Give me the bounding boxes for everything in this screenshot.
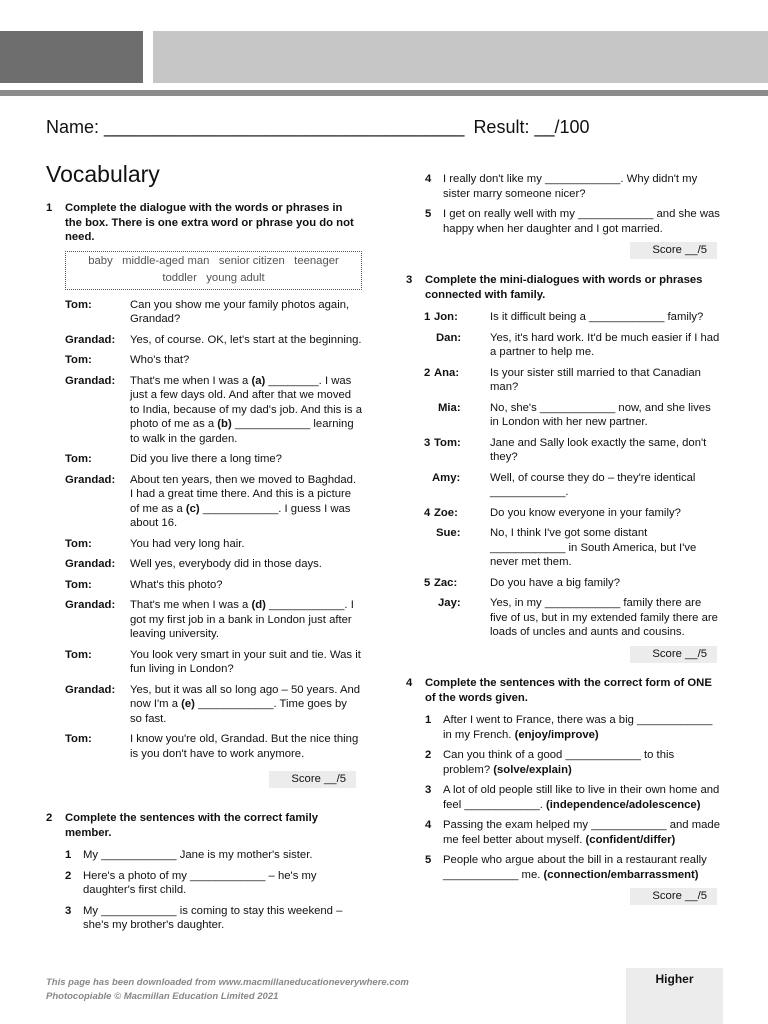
dialogue-line (46, 578, 362, 593)
exercise-4 (406, 676, 720, 905)
line-text: Do you have a big family? (490, 576, 620, 589)
exercise-number: 3 (406, 274, 413, 286)
speaker: Grandad: (65, 683, 116, 696)
speaker: Grandad: (65, 473, 116, 486)
instruction-text: Complete the sentences with the correct form of ONE of the words given. (425, 677, 712, 704)
score-box: Score __/5 (630, 888, 717, 905)
word-choice: (independence/adolescence) (546, 798, 701, 811)
gap-label-e: (e) (181, 698, 195, 710)
speaker: Jay: (438, 597, 461, 609)
item-number: 1 (425, 714, 432, 726)
item-text: Can you think of a good ____________ to this problem? (443, 749, 675, 776)
word-box-line-1: baby middle-aged man senior citizen teenager (88, 254, 339, 267)
header-rule (0, 90, 768, 96)
mini-dialogue-line (406, 526, 720, 570)
item-text: My ____________ Jane is my mother's sister. (83, 849, 313, 861)
score-row (406, 888, 720, 905)
line-text: I know you're old, Grandad. But the nice thing is you don't have to work anymore. (130, 733, 359, 760)
item-text: I get on really well with my ____________ and she was happy when her daughter and I got married. (443, 208, 720, 235)
score-box: Score __/5 (630, 646, 717, 663)
exercise-2-instruction (46, 811, 362, 840)
line-text: Well, of course they do – they're identical ____________. (490, 471, 696, 498)
line-text: You look very smart in your suit and tie. Was it fun living in London? (130, 648, 361, 675)
dialogue-line (46, 473, 362, 531)
list-item (406, 172, 720, 201)
instruction-text: Complete the sentences with the correct family member. (65, 812, 318, 839)
footer-copyright: Photocopiable © Macmillan Education Limited 2021 (46, 991, 279, 1002)
list-item (406, 207, 720, 236)
speaker: Tom: (65, 453, 92, 465)
exercise-1 (46, 201, 362, 788)
word-choice: (solve/explain) (493, 763, 572, 776)
speaker: Grandad: (65, 558, 116, 570)
mini-dialogue-line (406, 401, 720, 430)
speaker: Tom: (65, 648, 92, 661)
level-badge: Higher (626, 968, 723, 1024)
gap-label-c: (c) (185, 502, 200, 515)
instruction-text: Complete the mini-dialogues with words or phrases connected with family. (425, 274, 703, 301)
dialogue-line (46, 648, 362, 677)
mini-dialogue-line (406, 366, 720, 395)
line-text: Is your sister still married to that Canadian man? (490, 366, 701, 393)
item-number: 1 (65, 849, 72, 861)
speaker: Zac: (434, 576, 458, 589)
speaker: Grandad: (65, 599, 116, 611)
header-band-dark (0, 31, 143, 83)
line-text: That's me when I was a (a) ________. I was just a few days old. And after that we moved to India, because of my dad's job. And this is a photo of me as a (b) ____________ learning to walk in the garden. (130, 374, 362, 445)
list-item (406, 783, 720, 812)
footer (46, 976, 409, 1004)
word-choice: (confident/differ) (585, 833, 676, 846)
dialogue-line (46, 683, 362, 727)
instruction-text: Complete the dialogue with the words or phrases in the box. There is one extra word or phrase you do not need. (65, 202, 354, 243)
line-text: No, I think I've got some distant ____________ in South America, but I've never met them. (490, 527, 697, 568)
dialogue-line (46, 732, 362, 761)
item-text: A lot of old people still like to live in their own home and feel ____________. (443, 784, 720, 811)
item-number: 3 (425, 784, 432, 796)
speaker: Ana: (434, 366, 460, 379)
speaker: Tom: (65, 537, 92, 550)
name-line: ____________________________________ (104, 117, 465, 137)
item-number: 5 (424, 576, 431, 589)
exercise-1-instruction (46, 201, 362, 245)
exercise-3-instruction (406, 273, 720, 302)
mini-dialogue-line (406, 576, 720, 591)
dialogue-line (46, 374, 362, 447)
speaker: Mia: (438, 401, 461, 414)
item-text: Here's a photo of my ____________ – he's my daughter's first child. (83, 869, 317, 896)
item-number: 1 (424, 311, 431, 323)
line-text: Yes, in my ____________ family there are five of us, but in my extended family there are loads of uncles and aunts and cousins. (490, 597, 718, 638)
item-number: 4 (425, 173, 432, 185)
line-text: What's this photo? (130, 578, 223, 591)
line-text: Is it difficult being a ____________ family? (490, 311, 704, 323)
dialogue-line (46, 557, 362, 572)
item-text: My ____________ is coming to stay this weekend – she's my brother's daughter. (83, 904, 343, 931)
item-number: 2 (424, 366, 431, 379)
list-item (406, 713, 720, 742)
list-item (46, 904, 362, 933)
section-title: Vocabulary (46, 161, 160, 187)
result-label: Result: (473, 117, 530, 137)
speaker: Jon: (434, 311, 458, 323)
speaker: Tom: (65, 298, 92, 311)
item-text: People who argue about the bill in a restaurant really ____________ me. (443, 854, 707, 881)
line-text: Yes, it's hard work. It'd be much easier if I had a partner to help me. (490, 331, 720, 358)
gap-label-b: (b) (217, 418, 232, 430)
list-item (46, 869, 362, 898)
mini-dialogue-line (406, 310, 720, 325)
line-text: No, she's ____________ now, and she lives in London with her new partner. (490, 401, 711, 428)
mini-dialogue-line (406, 596, 720, 640)
line-text: Do you know everyone in your family? (490, 506, 681, 519)
speaker: Grandad: (65, 374, 116, 387)
word-choice: (connection/embarrassment) (543, 868, 699, 881)
speaker: Tom: (65, 354, 92, 366)
exercise-4-instruction (406, 676, 720, 705)
name-result-row (46, 116, 590, 138)
score-row (406, 242, 720, 259)
line-text: Well yes, everybody did in those days. (130, 558, 322, 570)
word-choice: (enjoy/improve) (514, 728, 599, 741)
footer-download-note: This page has been downloaded from www.macmillaneducationeverywhere.com (46, 977, 409, 988)
score-box: Score __/5 (269, 771, 356, 788)
line-text: You had very long hair. (130, 537, 245, 550)
line-text: About ten years, then we moved to Baghdad. I had a great time there. And this is a picture of me as a (c) ____________. I guess I was about 16. (130, 473, 357, 529)
item-number: 2 (425, 749, 432, 761)
dialogue-line (46, 452, 362, 467)
mini-dialogue-line (406, 471, 720, 500)
item-number: 4 (425, 819, 432, 831)
word-box-line-2: toddler young adult (162, 271, 265, 284)
speaker: Amy: (432, 471, 461, 484)
exercise-3 (406, 273, 720, 663)
gap-label-a: (a) (251, 374, 266, 387)
speaker: Grandad: (65, 333, 116, 346)
word-box (65, 251, 362, 290)
item-text: Passing the exam helped my ____________ and made me feel better about myself. (443, 819, 720, 846)
mini-dialogue-line (406, 331, 720, 360)
exercise-number: 1 (46, 202, 53, 214)
dialogue-line (46, 333, 362, 348)
exercise-2-continued (406, 165, 720, 259)
item-text: After I went to France, there was a big ____________ in my French. (443, 714, 713, 741)
item-number: 5 (425, 854, 432, 866)
exercise-number: 2 (46, 812, 53, 824)
item-number: 2 (65, 869, 72, 882)
exercise-2 (46, 811, 362, 933)
dialogue-line (46, 537, 362, 552)
line-text: Can you show me your family photos again, Grandad? (130, 298, 350, 325)
item-text: I really don't like my ____________. Why didn't my sister marry someone nicer? (443, 173, 698, 200)
speaker: Zoe: (434, 506, 458, 519)
mini-dialogue-line (406, 436, 720, 465)
list-item (46, 848, 362, 863)
score-row (46, 771, 362, 788)
line-text: Yes, of course. OK, let's start at the beginning. (130, 333, 362, 346)
speaker: Tom: (65, 733, 92, 745)
list-item (406, 748, 720, 777)
list-item (406, 853, 720, 882)
line-text: Yes, but it was all so long ago – 50 years. And now I'm a (e) ____________. Time goes by so fast. (130, 683, 361, 725)
dialogue-line (46, 298, 362, 327)
item-number: 3 (424, 436, 431, 449)
item-number: 5 (425, 208, 432, 220)
speaker: Dan: (436, 331, 462, 344)
result-value: __/100 (534, 117, 590, 137)
exercise-number: 4 (406, 677, 413, 689)
line-text: Who's that? (130, 354, 190, 366)
score-row (406, 646, 720, 663)
item-number: 3 (65, 904, 72, 917)
dialogue-line (46, 598, 362, 642)
line-text: Did you live there a long time? (130, 453, 282, 465)
list-item (406, 818, 720, 847)
line-text: That's me when I was a (d) ____________. I got my first job in a bank in London just after leaving university. (130, 599, 354, 640)
gap-label-d: (d) (251, 599, 266, 611)
speaker: Tom: (434, 436, 461, 449)
score-box: Score __/5 (630, 242, 717, 259)
line-text: Jane and Sally look exactly the same, don't they? (490, 436, 707, 463)
name-label: Name: (46, 117, 100, 137)
item-number: 4 (424, 506, 431, 519)
dialogue-line (46, 353, 362, 368)
header-band-light (153, 31, 768, 83)
mini-dialogue-line (406, 506, 720, 521)
speaker: Tom: (65, 578, 92, 591)
speaker: Sue: (436, 527, 461, 539)
